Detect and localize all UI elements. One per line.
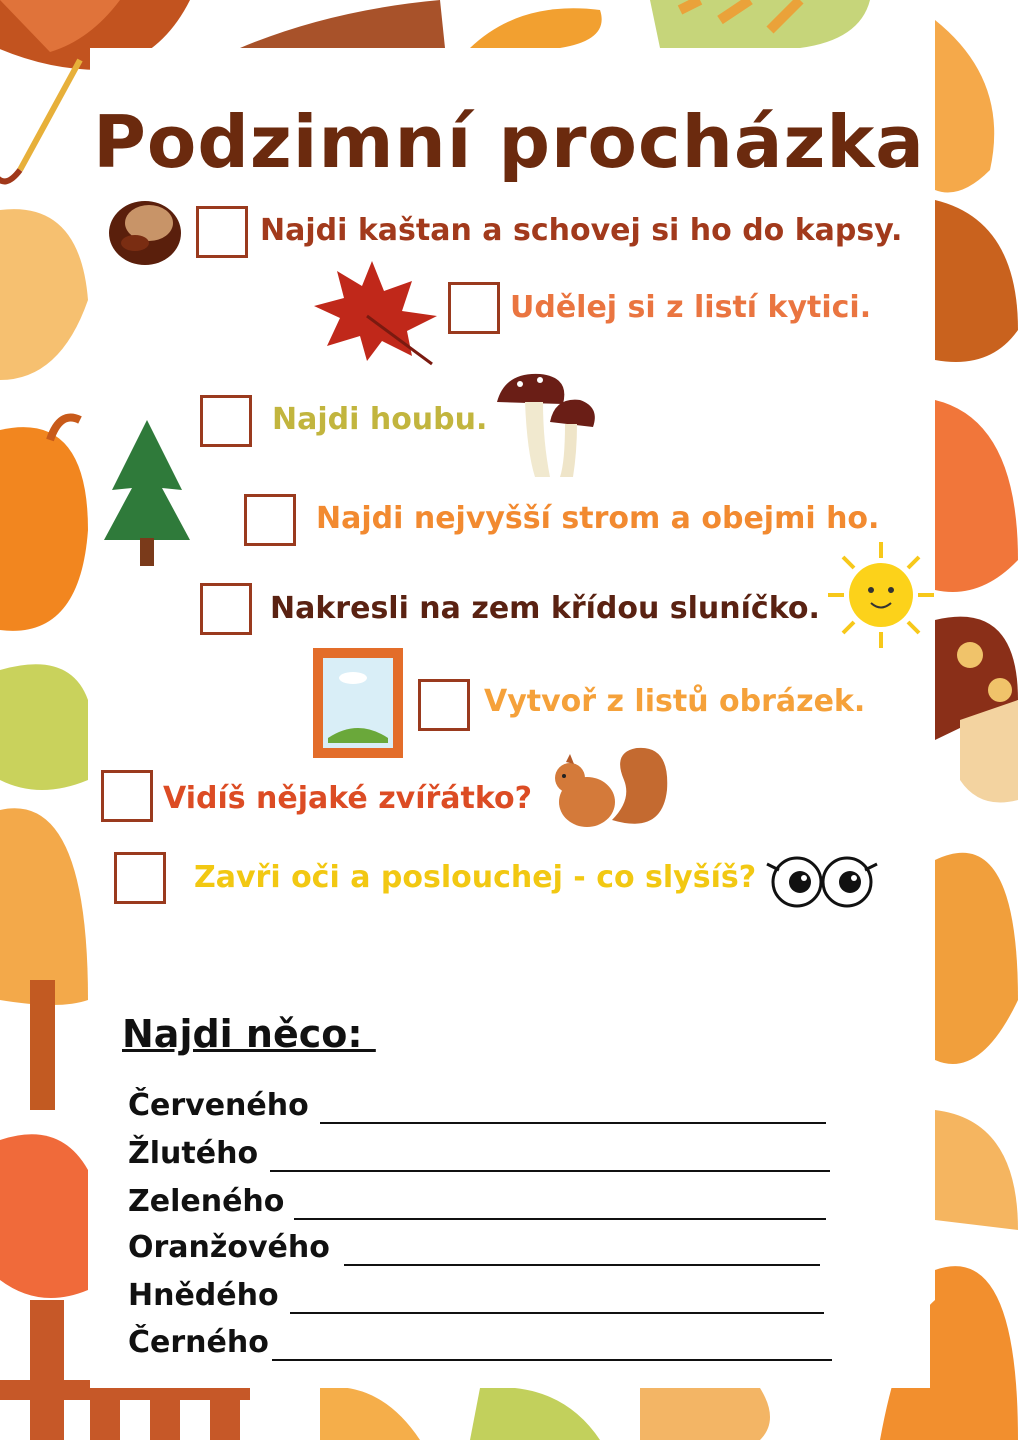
- task-label-1: Najdi kaštan a schovej si ho do kapsy.: [260, 213, 903, 248]
- answer-line[interactable]: [320, 1122, 826, 1124]
- mushroom-icon: [495, 372, 605, 482]
- find-section-title: Najdi něco:: [122, 1012, 376, 1056]
- task-checkbox-7[interactable]: [101, 770, 153, 822]
- task-label-7: Vidíš nějaké zvířátko?: [163, 781, 533, 816]
- answer-line[interactable]: [290, 1312, 824, 1314]
- task-checkbox-4[interactable]: [244, 494, 296, 546]
- chestnut-icon: [105, 195, 185, 267]
- task-label-6: Vytvoř z listů obrázek.: [484, 684, 866, 719]
- task-label-8: Zavři oči a poslouchej - co slyšíš?: [194, 860, 757, 895]
- task-label-3: Najdi houbu.: [272, 402, 488, 437]
- task-checkbox-5[interactable]: [200, 583, 252, 635]
- find-label: Oranžového: [128, 1230, 330, 1265]
- find-label: Zeleného: [128, 1184, 285, 1219]
- task-checkbox-3[interactable]: [200, 395, 252, 447]
- mushroom-decoration: [935, 617, 1018, 803]
- sun-icon: [826, 540, 936, 650]
- pumpkin-decoration: [0, 418, 88, 631]
- find-label: Červeného: [128, 1088, 309, 1123]
- task-label-2: Udělej si z listí kytici.: [510, 290, 872, 325]
- eyes-icon: [757, 852, 887, 912]
- task-label-4: Najdi nejvyšší strom a obejmi ho.: [316, 501, 880, 536]
- find-label: Žlutého: [128, 1136, 259, 1171]
- squirrel-icon: [552, 740, 672, 840]
- task-label-5: Nakresli na zem křídou sluníčko.: [270, 591, 820, 626]
- page-title: Podzimní procházka: [93, 100, 925, 184]
- leaf-frame-icon: [313, 648, 403, 758]
- answer-line[interactable]: [294, 1218, 826, 1220]
- task-checkbox-2[interactable]: [448, 282, 500, 334]
- task-checkbox-1[interactable]: [196, 206, 248, 258]
- maple-leaf-icon: [312, 256, 442, 366]
- fir-tree-icon: [102, 420, 192, 570]
- tree-decoration: [0, 808, 88, 1110]
- answer-line[interactable]: [270, 1170, 830, 1172]
- task-checkbox-6[interactable]: [418, 679, 470, 731]
- answer-line[interactable]: [344, 1264, 820, 1266]
- task-checkbox-8[interactable]: [114, 852, 166, 904]
- find-label: Hnědého: [128, 1278, 279, 1313]
- answer-line[interactable]: [272, 1359, 832, 1361]
- find-label: Černého: [128, 1325, 269, 1360]
